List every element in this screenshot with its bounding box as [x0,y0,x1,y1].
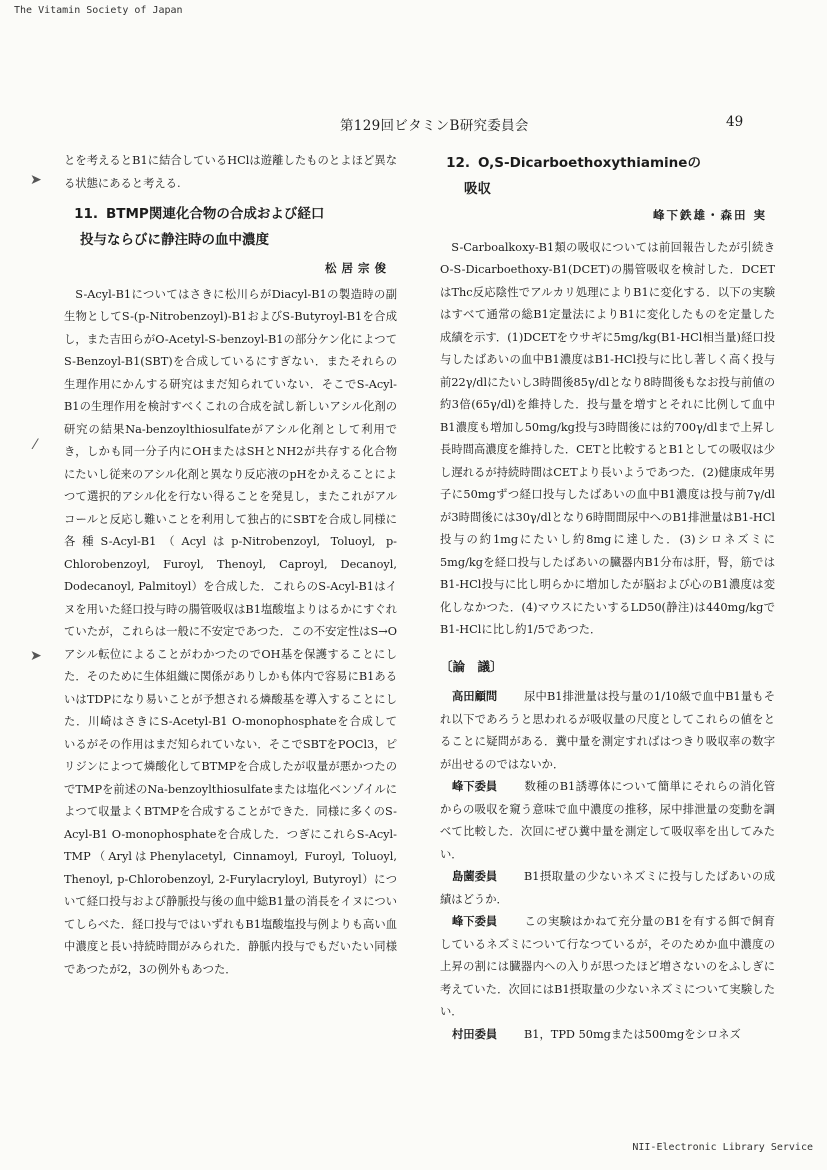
running-head: 第129回ビタミンB研究委員会 [340,118,529,134]
section-11-title [64,201,397,253]
body-paragraph: S-Carboalkoxy-B1類の吸収については前回報告したが引続きO-S-Dicarboethoxy-B1(DCET)の腸管吸収を検討した．DCETはThc反応陰性でアルカリ処理によりB1に変化する．以下の実験はすべて通常の総B1定量法によりB1に変化したものを定量した成績を示す．(1)DCETをウサギに5mg/kg(B1-HCl相当量)経口投与したばあいの血中B1濃度はB1-HCl投与に比し著しく高く投与前22γ/dlにたいし3時間後85γ/dlとなり8時間後もなお投与前値の約3倍(65γ/dl)を維持した．投与量を増すとそれに比例して血中B1濃度も増加し50mg/kg投与3時間後には約700γ/dlまで上昇し長時間高濃度を維持した．CETと比較するとB1としての吸収は少し遅れるが持続時間はCETより長いようであつた．(2)健康成年男子に50mgずつ経口投与したばあいの血中B1濃度は投与前7γ/dlが3時間後には30γ/dlとなり6時間間尿中へのB1排泄量はB1-HCl投与の約1mgにたいし約8mgに達した．(3)シロネズミに5mg/kgを経口投与したばあいの臓器内B1分布は肝，腎，筋ではB1-HCl投与に比し明らかに増加したが脳および心のB1濃度は変化しなかつた．(4)マウスにたいするLD50(静注)は440mg/kgでB1-HClに比し約1/5であつた． [440,240,775,636]
margin-scan-mark: ⁄ [34,437,37,453]
discussion-entry [440,911,775,1024]
author: 峰下鉄雄・森田 実 [652,208,767,222]
speaker-name: 島薗委員 [452,870,498,883]
author: 松居宗俊 [325,261,391,275]
speaker-name: 高田顧問 [452,690,498,703]
section-number: 11. [74,206,98,222]
intro-paragraph: とを考えるとB1に結合しているHClは遊離したものとよほど異なる状態にあると考える. [64,154,397,190]
speaker-remark: 数種のB1誘導体について簡単にそれらの消化管からの吸収を窺う意味で血中濃度の推移，尿中排泄量の変動を調べて比較した．次回にぜひ糞中量を測定して吸収率を出してみたい． [440,780,775,861]
discussion-entry [440,776,775,866]
page-number: 49 [726,114,744,130]
section-number: 12. [446,155,470,171]
page-header [0,114,827,134]
right-column [440,150,775,1046]
speaker-name: 峰下委員 [452,780,498,793]
section-title-line1: BTMP関連化合物の合成および経口 [106,206,325,222]
speaker-remark: B1摂取量の少ないネズミに投与したばあいの成績はどうか． [440,870,775,906]
section-12-title [440,150,775,202]
speaker-name: 村田委員 [452,1027,498,1041]
body-paragraph: S-Acyl-B1についてはさきに松川らがDiacyl-B1の製造時の副生物としてS-(p-Nitrobenzoyl)-B1およびS-Butyroyl-B1を合成し，また吉田らがO-Acetyl-S-benzoyl-B1の部分ケン化によつてS-Benzoyl-B1(SBT)を合成しているにすぎない．またそれらの生理作用にかんする研究はまだ知られていない．そこでS-Acyl-B1の生理作用を検討すべくこれの合成を試し新しいアシル化剤の研究の結果Na-benzoylthiosulfateがアシル化剤として利用でき，しかも同一分子内にOHまたはSHとNH2が共存する化合物にたいし従来のアシル化剤と異なり反応液のpHをかえることによつて選択的アシル化を行ない得ることを発見し，またこれがアルコールと反応し難いことを利用して独占的にSBTを合成し同様に各種S-Acyl-B1（Acylはp-Nitrobenzoyl, Toluoyl, p-Chlorobenzoyl, Furoyl, Thenoyl, Caproyl, Decanoyl, Dodecanoyl, Palmitoyl）を合成した．これらのS-Acyl-B1はイヌを用いた経口投与時の腸管吸収はB1塩酸塩よりはるかにすぐれていたが，これらは一般に不安定であつた．この不安定性はS→Oアシル転位によることがわかつたのでOH基を保護することにした．そのために生体組織に関係がありしかも体内で容易にB1あるいはTDPになり易いことが予想される燐酸基を導入することにした．川崎はさきにS-Acetyl-B1 O-monophosphateを合成しているがその作用はまだ知られていない．そこでSBTをPOCl3，ピリジンによつて燐酸化してBTMPを合成したが収量が悪かつたのでTMPを前述のNa-benzoylthiosulfateまたは塩化ベンゾイルによつて収量よくBTMPを合成することができた．同様に多くのS-Acyl-B1 O-monophosphateを合成した．つぎにこれらS-Acyl-TMP（ArylはPhenylacetyl, Cinnamoyl, Furoyl, Toluoyl, Thenoyl, p-Chlorobenzoyl, 2-Furylacryloyl, Butyroyl）について経口投与および静脈投与後の血中総B1量の消長をイヌについてしらべた．経口投与ではいずれもB1塩酸塩投与例よりも高い血中濃度と長い持続時間がみられた．静脈内投与でもだいたい同様であつたが2，3の例外もあつた． [64,287,397,976]
left-column [64,150,397,981]
margin-scan-mark: ➤ [30,648,42,664]
speaker-remark: 尿中B1排泄量は投与量の1/10級で血中B1量もそれ以下であろうと思われるが吸収量の尺度としてこれらの値をとることに疑問がある．糞中量を測定すればはつきり吸収率の数字が出せるのではないか． [440,690,775,771]
site-header: The Vitamin Society of Japan [14,5,183,16]
section-title-line2: 投与ならびに静注時の血中濃度 [80,232,269,248]
speaker-remark: B1，TPD 50mgまたは500mgをシロネズ [524,1027,741,1041]
site-footer: NII-Electronic Library Service [632,1142,813,1153]
discussion-entry [440,866,775,911]
margin-scan-mark: ➤ [30,172,42,188]
discussion-entry [440,686,775,776]
section-title-line1: O,S-Dicarboethoxythiamineの [478,155,701,171]
speaker-remark: この実験はかねて充分量のB1を有する餌で飼育しているネズミについて行なつているが，そのためか血中濃度の上昇の割には臓器内への入りが思つたほど増さないのをふしぎに考えていた．次回にはB1摂取量の少ないネズミについて実験したい． [440,915,775,1018]
section-title-line2: 吸収 [464,181,491,197]
speaker-name: 峰下委員 [452,915,498,928]
discussion-entry [440,1024,775,1047]
discussion-heading: 〔論 議〕 [440,658,503,674]
